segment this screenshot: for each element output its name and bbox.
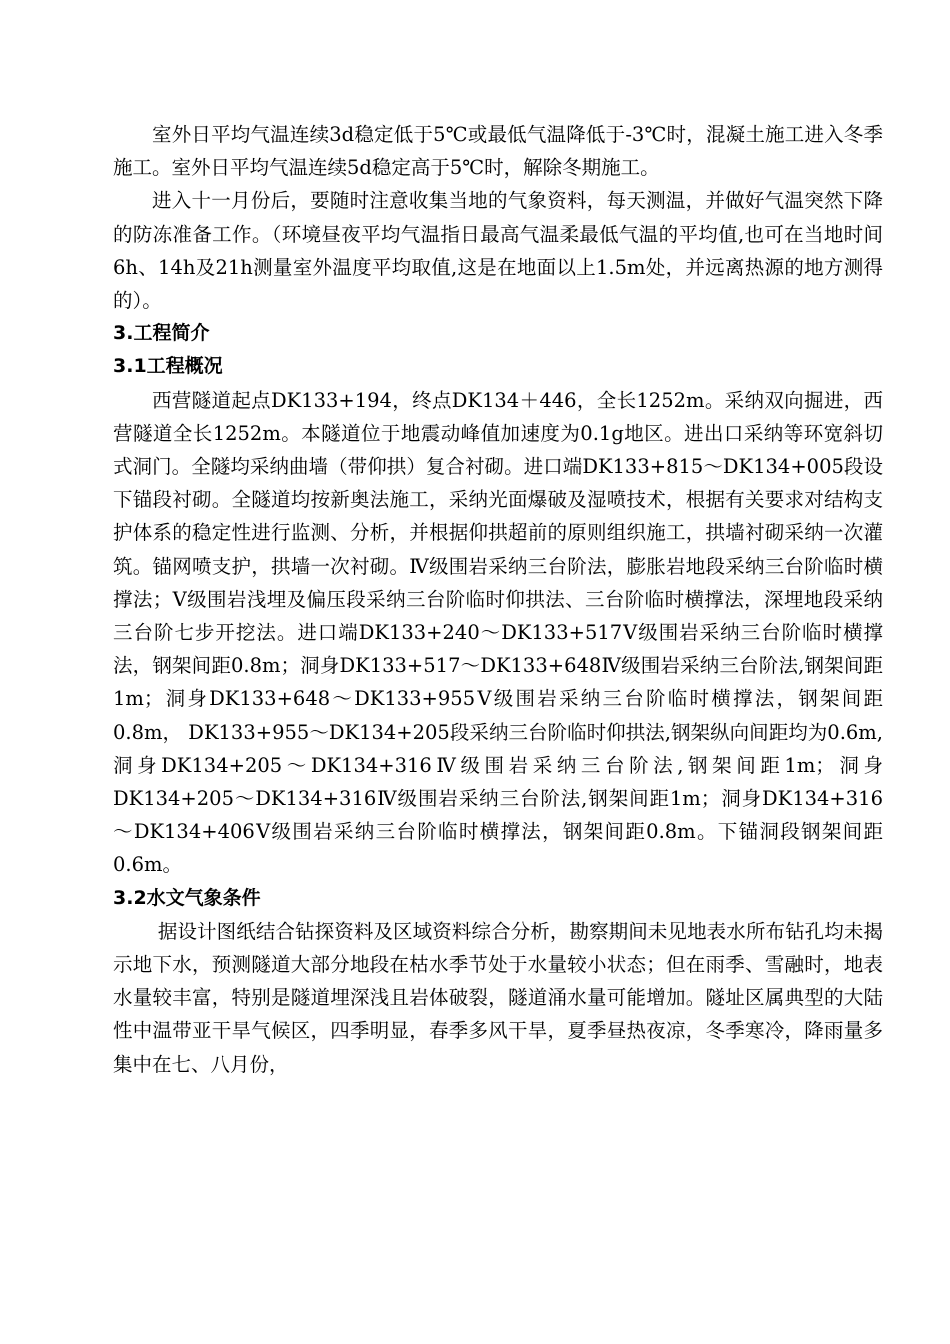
paragraph-winter-construction-criteria: 室外日平均气温连续3d稳定低于5℃或最低气温降低于-3℃时，混凝土施工进入冬季施工。室外日平均气温连续5d稳定高于5℃时，解除冬期施工。: [113, 123, 883, 180]
subsection-heading-hydrology-climate: 3.2水文气象条件: [113, 886, 261, 909]
section-heading-project-intro: 3.工程简介: [113, 322, 210, 345]
document-page: [113, 118, 883, 1081]
paragraph-project-overview: 西营隧道起点DK133+194，终点DK134＋446，全长1252m。采纳双向掘进，西营隧道全长1252m。本隧道位于地震动峰值加速度为0.1g地区。进出口采纳等环宽斜切式洞门。全隧均采纳曲墙（带仰拱）复合衬砌。进口端DK133+815～DK134+005段设下锚段衬砌。全隧道均按新奥法施工，采纳光面爆破及湿喷技术，根据有关要求对结构支护体系的稳定性进行监测、分析，并根据仰拱超前的原则组织施工，拱墙衬砌采纳一次灌筑。锚网喷支护，拱墙一次衬砌。Ⅳ级围岩采纳三台阶法，膨胀岩地段采纳三台阶临时横撑法；Ⅴ级围岩浅埋及偏压段采纳三台阶临时仰拱法、三台阶临时横撑法，深埋地段采纳三台阶七步开挖法。进口端DK133+240～DK133+517Ⅴ级围岩采纳三台阶临时横撑法，钢架间距0.8m；洞身DK133+517～DK133+648Ⅳ级围岩采纳三台阶法,钢架间距1m；洞身DK133+648～DK133+955Ⅴ级围岩采纳三台阶临时横撑法，钢架间距0.8m， DK133+955～DK134+205段采纳三台阶临时仰拱法,钢架纵向间距均为0.6m, 洞身DK134+205～DK134+316Ⅳ级围岩采纳三台阶法,钢架间距1m；洞身DK134+205～DK134+316Ⅳ级围岩采纳三台阶法,钢架间距1m；洞身DK134+316～DK134+406Ⅴ级围岩采纳三台阶临时横撑法，钢架间距0.8m。下锚洞段钢架间距0.6m。: [113, 388, 883, 877]
paragraph-hydrology-climate: 据设计图纸结合钻探资料及区域资料综合分析，勘察期间未见地表水所布钻孔均未揭示地下水，预测隧道大部分地段在枯水季节处于水量较小状态；但在雨季、雪融时，地表水量较丰富，特别是隧道埋深浅且岩体破裂，隧道涌水量可能增加。隧址区属典型的大陆性中温带亚干旱气候区，四季明显，春季多风干旱，夏季昼热夜凉，冬季寒冷，降雨量多集中在七、八月份，: [113, 919, 883, 1076]
paragraph-temperature-monitoring: 进入十一月份后，要随时注意收集当地的气象资料，每天测温，并做好气温突然下降的防冻准备工作。（环境昼夜平均气温指日最高气温柔最低气温的平均值,也可在当地时间6h、14h及21h测量室外温度平均取值,这是在地面以上1.5m处，并远离热源的地方测得的）。: [113, 189, 883, 313]
subsection-heading-project-overview: 3.1工程概况: [113, 355, 223, 378]
